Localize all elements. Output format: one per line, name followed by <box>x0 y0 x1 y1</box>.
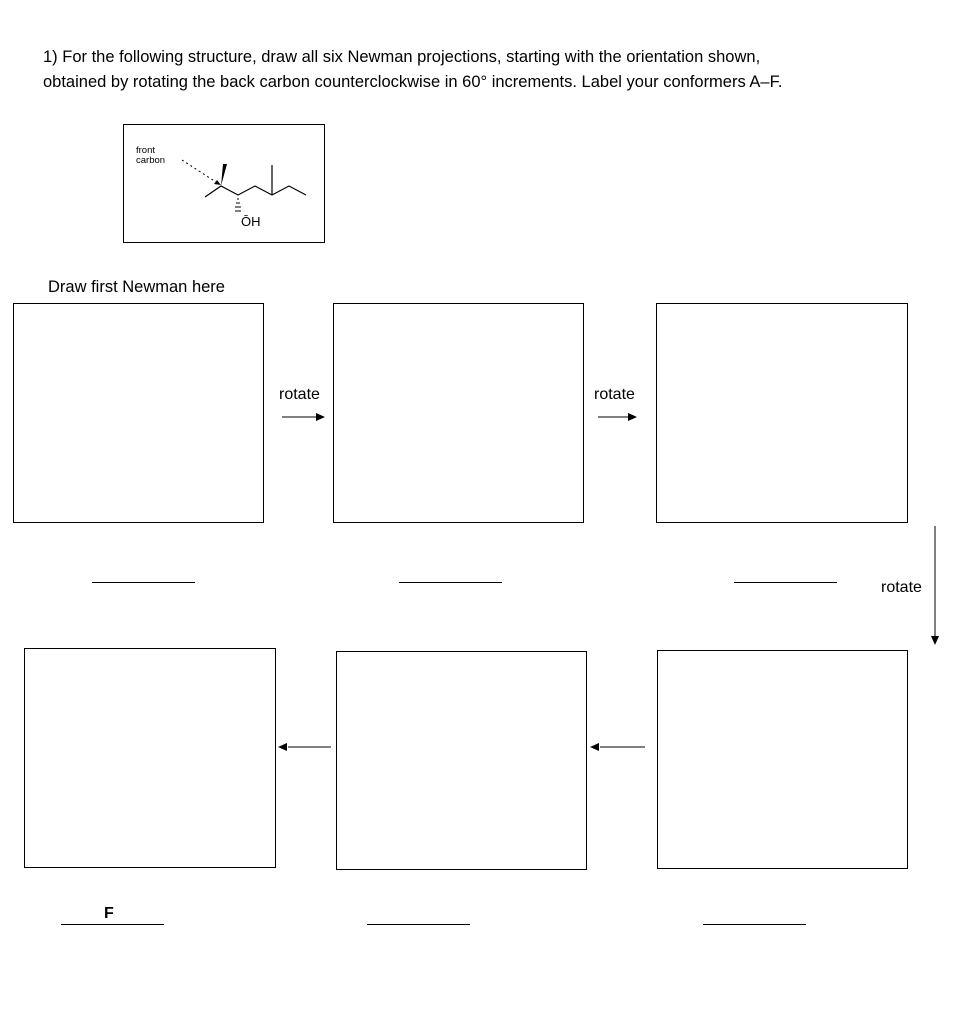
question-line-1: 1) For the following structure, draw all six Newman projections, starting with the orientation shown, <box>43 48 761 66</box>
rotate-label-1: rotate <box>279 386 320 403</box>
pointer-arrowhead <box>214 180 221 185</box>
front-carbon-label <box>136 146 165 166</box>
front-carbon-pointer <box>182 160 219 184</box>
label-blank-5[interactable] <box>367 924 470 925</box>
left-arrow-2 <box>588 741 646 753</box>
question-line-2: obtained by rotating the back carbon counterclockwise in 60° increments. Label your conformers A–F. <box>43 73 783 91</box>
rotate-label-3: rotate <box>881 579 922 596</box>
carbon-chain <box>205 186 306 197</box>
label-blank-4[interactable] <box>703 924 806 925</box>
label-blank-1[interactable] <box>92 582 195 583</box>
newman-box-3[interactable] <box>656 303 908 523</box>
structure-box <box>123 124 325 243</box>
right-arrow-1 <box>280 411 330 423</box>
newman-box-5[interactable] <box>336 651 587 870</box>
question-text <box>43 45 943 95</box>
oh-label: ŌH <box>241 214 261 229</box>
front-label-line1: front <box>136 145 156 156</box>
newman-box-2[interactable] <box>333 303 584 523</box>
wedge-methyl <box>221 164 227 186</box>
down-arrow <box>928 524 942 650</box>
left-arrow-1 <box>276 741 334 753</box>
skeletal-structure-drawing <box>124 125 326 244</box>
hashed-bond <box>235 199 241 211</box>
newman-box-1[interactable] <box>13 303 264 523</box>
label-blank-6[interactable] <box>61 924 164 925</box>
newman-box-4[interactable] <box>657 650 908 869</box>
draw-first-label: Draw first Newman here <box>48 278 225 296</box>
label-blank-3[interactable] <box>734 582 837 583</box>
conformer-label-f: F <box>104 905 114 922</box>
label-blank-2[interactable] <box>399 582 502 583</box>
front-label-line2: carbon <box>136 155 166 166</box>
newman-box-6[interactable] <box>24 648 276 868</box>
rotate-label-2: rotate <box>594 386 635 403</box>
right-arrow-2 <box>596 411 646 423</box>
